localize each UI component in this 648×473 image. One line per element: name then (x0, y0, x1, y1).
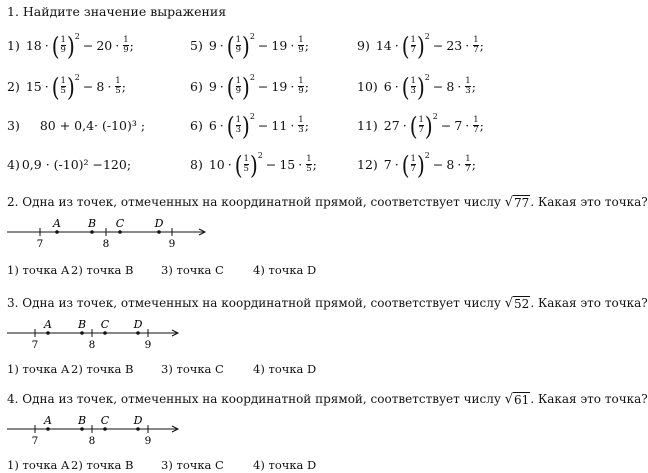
numerator: 1 (115, 76, 121, 86)
expression-item (7, 30, 134, 61)
multiply-sign: · (402, 118, 407, 133)
number-line (0, 215, 220, 249)
denominator: 5 (243, 164, 249, 174)
exponent: 2 (249, 32, 255, 41)
denominator: 9 (298, 86, 304, 96)
multiply-sign: · (219, 38, 224, 53)
exponent: 2 (74, 32, 80, 41)
multiply-sign: · (219, 118, 224, 133)
numerator: 1 (465, 76, 471, 86)
radicand: 61 (514, 393, 530, 407)
task1-title: 1. Найдите значение выражения (7, 4, 227, 19)
numerator: 1 (243, 154, 249, 164)
fraction (465, 77, 470, 96)
numerator: 1 (410, 154, 416, 164)
right-paren: ) (249, 149, 258, 180)
exponent: 2 (424, 32, 430, 41)
point-marker (80, 427, 84, 431)
radical-sign: √ (504, 195, 514, 210)
denominator: 9 (235, 45, 242, 55)
denominator: 3 (235, 125, 242, 135)
point-label: A (44, 318, 52, 331)
left-paren: ( (401, 71, 410, 102)
point-label: C (100, 318, 110, 331)
coefficient: 6 (208, 118, 217, 133)
multiply-sign: · (394, 38, 399, 53)
square-root (505, 392, 531, 407)
numerator: 1 (298, 115, 304, 125)
numerator: 1 (60, 35, 66, 45)
exponent: 2 (74, 73, 80, 82)
denominator: 7 (418, 125, 424, 135)
numerator: 1 (410, 76, 416, 86)
point-label: C (100, 414, 110, 427)
answer-option[interactable]: 2) точка B (71, 458, 134, 472)
question-text (7, 195, 648, 210)
question-text-before: 4. Одна из точек, отмеченных на координатной прямой, соответствует числу (7, 392, 505, 406)
multiply-sign: · (394, 79, 399, 94)
multiply-sign: · (44, 38, 49, 53)
multiply-sign: · (227, 157, 232, 172)
expression-number: 4) (7, 157, 20, 172)
tick-label: 8 (102, 238, 110, 250)
left-paren: ( (51, 71, 60, 102)
expression-item (190, 110, 309, 141)
denominator: 9 (60, 45, 66, 55)
fraction (244, 155, 249, 174)
left-paren: ( (401, 30, 410, 61)
radicand: 77 (514, 196, 530, 210)
coefficient: 9 (208, 79, 217, 94)
answer-option[interactable]: 2) точка B (71, 263, 134, 277)
coefficient: 6 (383, 79, 392, 94)
left-paren: ( (234, 149, 243, 180)
point-marker (55, 230, 59, 234)
answer-option[interactable]: 4) точка D (253, 263, 317, 277)
coefficient: 15 (279, 157, 296, 172)
expression-number: 10) (357, 79, 378, 94)
minus-sign: − (257, 38, 269, 53)
fraction (298, 36, 303, 55)
point-label: A (44, 414, 52, 427)
denominator: 5 (60, 86, 66, 96)
coefficient: 8 (446, 79, 455, 94)
point-label: D (133, 318, 143, 331)
point-label: D (154, 217, 164, 230)
point-marker (46, 331, 50, 335)
left-paren: ( (401, 149, 410, 180)
exponent: 2 (424, 151, 430, 160)
semicolon: ; (121, 79, 126, 94)
multiply-sign: · (44, 79, 49, 94)
coefficient: 19 (271, 79, 288, 94)
fraction (411, 36, 416, 55)
answer-option[interactable]: 3) точка C (161, 263, 224, 277)
expression-text: 80 + 0,4· (-10)³ ; (39, 118, 146, 133)
expression-number: 12) (357, 157, 378, 172)
fraction (236, 36, 241, 55)
expression-4 (7, 157, 131, 172)
point-label: D (133, 414, 143, 427)
coefficient: 10 (208, 157, 225, 172)
point-label: A (53, 217, 61, 230)
coefficient: 14 (375, 38, 392, 53)
expression-number: 2) (7, 79, 20, 94)
multiply-sign: · (465, 38, 470, 53)
answer-option[interactable]: 3) точка C (161, 458, 224, 472)
coefficient: 18 (25, 38, 42, 53)
coefficient: 8 (96, 79, 105, 94)
left-paren: ( (226, 71, 235, 102)
point-marker (80, 331, 84, 335)
denominator: 3 (410, 86, 416, 96)
minus-sign: − (265, 157, 277, 172)
denominator: 7 (473, 45, 479, 55)
question-text-after: . Какая это точка? (530, 392, 648, 406)
multiply-sign: · (457, 79, 462, 94)
expression-number: 6) (190, 79, 203, 94)
coefficient: 23 (446, 38, 463, 53)
expression-number: 8) (190, 157, 203, 172)
answer-option[interactable]: 4) точка D (253, 362, 317, 376)
right-paren: ) (66, 71, 75, 102)
fraction (298, 116, 303, 135)
tick-label: 9 (144, 339, 152, 351)
exponent: 2 (249, 73, 255, 82)
numerator: 1 (410, 35, 416, 45)
expression-text: 0,9 · (-10)² −120; (21, 157, 132, 172)
expression-item (357, 71, 476, 102)
right-paren: ) (416, 30, 425, 61)
expression-item (7, 71, 126, 102)
right-paren: ) (242, 71, 250, 102)
answer-option[interactable]: 1) точка A (7, 362, 70, 376)
right-paren: ) (242, 30, 250, 61)
exponent: 2 (257, 151, 263, 160)
fraction (465, 155, 470, 174)
tick-label: 9 (144, 435, 152, 447)
denominator: 9 (235, 86, 242, 96)
minus-sign: − (432, 38, 444, 53)
answer-option[interactable]: 4) точка D (253, 458, 317, 472)
numerator: 1 (298, 76, 304, 86)
numerator: 1 (473, 115, 479, 125)
denominator: 7 (473, 125, 479, 135)
tick-label: 7 (31, 435, 39, 447)
denominator: 7 (410, 164, 416, 174)
question-text (7, 392, 648, 407)
point-marker (136, 331, 140, 335)
coefficient: 8 (446, 157, 455, 172)
expression-item (357, 149, 476, 180)
numerator: 1 (235, 76, 242, 86)
fraction (236, 77, 241, 96)
expression-number: 3) (7, 118, 20, 133)
answer-option[interactable]: 1) точка A (7, 263, 70, 277)
semicolon: ; (312, 157, 317, 172)
denominator: 5 (115, 86, 121, 96)
point-marker (46, 427, 50, 431)
number-line (0, 412, 220, 446)
exponent: 2 (424, 73, 430, 82)
multiply-sign: · (298, 157, 303, 172)
point-label: C (115, 217, 125, 230)
point-label: B (87, 217, 97, 230)
multiply-sign: · (219, 79, 224, 94)
semicolon: ; (479, 38, 484, 53)
fraction (411, 77, 416, 96)
coefficient: 19 (271, 38, 288, 53)
number-line (0, 316, 220, 350)
answer-option[interactable]: 2) точка B (71, 362, 134, 376)
expression-item (357, 110, 484, 141)
numerator: 1 (60, 76, 66, 86)
denominator: 3 (465, 86, 471, 96)
expression-number: 9) (357, 38, 370, 53)
exponent: 2 (432, 112, 438, 121)
coefficient: 9 (208, 38, 217, 53)
coefficient: 7 (383, 157, 392, 172)
fraction (123, 36, 128, 55)
right-paren: ) (424, 110, 433, 141)
minus-sign: − (432, 157, 444, 172)
denominator: 5 (306, 164, 312, 174)
expression-item (190, 71, 309, 102)
right-paren: ) (242, 110, 250, 141)
fraction (61, 36, 66, 55)
left-paren: ( (51, 30, 60, 61)
semicolon: ; (304, 118, 309, 133)
numerator: 1 (473, 35, 479, 45)
point-marker (103, 427, 107, 431)
minus-sign: − (432, 79, 444, 94)
numerator: 1 (465, 154, 471, 164)
right-paren: ) (416, 149, 425, 180)
multiply-sign: · (290, 79, 295, 94)
question-text (7, 296, 648, 311)
coefficient: 7 (454, 118, 463, 133)
expression-number: 6) (190, 118, 203, 133)
fraction (306, 155, 311, 174)
multiply-sign: · (465, 118, 470, 133)
semicolon: ; (129, 38, 134, 53)
tick-label: 9 (168, 238, 176, 250)
right-paren: ) (416, 71, 425, 102)
denominator: 9 (123, 45, 129, 55)
point-label: B (77, 414, 87, 427)
point-marker (136, 427, 140, 431)
point-marker (118, 230, 122, 234)
minus-sign: − (440, 118, 452, 133)
tick-label: 7 (36, 238, 44, 250)
right-paren: ) (66, 30, 75, 61)
question-text-after: . Какая это точка? (530, 296, 648, 310)
point-marker (103, 331, 107, 335)
numerator: 1 (235, 115, 242, 125)
minus-sign: − (82, 79, 94, 94)
tick-label: 8 (88, 435, 96, 447)
semicolon: ; (471, 79, 476, 94)
coefficient: 27 (383, 118, 400, 133)
multiply-sign: · (394, 157, 399, 172)
expression-item (190, 30, 309, 61)
multiply-sign: · (290, 118, 295, 133)
fraction (61, 77, 66, 96)
tick-label: 7 (31, 339, 39, 351)
multiply-sign: · (290, 38, 295, 53)
expression-number: 5) (190, 38, 203, 53)
fraction (473, 116, 478, 135)
expression-item (190, 149, 317, 180)
semicolon: ; (304, 38, 309, 53)
left-paren: ( (409, 110, 418, 141)
exponent: 2 (249, 112, 255, 121)
semicolon: ; (479, 118, 484, 133)
left-paren: ( (226, 110, 235, 141)
tick-label: 8 (88, 339, 96, 351)
radicand: 52 (514, 297, 530, 311)
fraction (419, 116, 424, 135)
answer-option[interactable]: 1) точка A (7, 458, 70, 472)
denominator: 7 (410, 45, 416, 55)
semicolon: ; (471, 157, 476, 172)
point-marker (157, 230, 161, 234)
left-paren: ( (226, 30, 235, 61)
radical-sign: √ (504, 392, 514, 407)
multiply-sign: · (457, 157, 462, 172)
question-text-before: 3. Одна из точек, отмеченных на координатной прямой, соответствует числу (7, 296, 505, 310)
question-text-before: 2. Одна из точек, отмеченных на координатной прямой, соответствует числу (7, 195, 505, 209)
square-root (505, 195, 531, 210)
semicolon: ; (304, 79, 309, 94)
expression-number: 11) (357, 118, 378, 133)
answer-option[interactable]: 3) точка C (161, 362, 224, 376)
numerator: 1 (123, 35, 129, 45)
denominator: 7 (465, 164, 471, 174)
denominator: 9 (298, 45, 304, 55)
fraction (298, 77, 303, 96)
coefficient: 15 (25, 79, 42, 94)
minus-sign: − (257, 79, 269, 94)
numerator: 1 (306, 154, 312, 164)
fraction (236, 116, 241, 135)
fraction (411, 155, 416, 174)
square-root (505, 296, 531, 311)
multiply-sign: · (107, 79, 112, 94)
multiply-sign: · (115, 38, 120, 53)
fraction (473, 36, 478, 55)
radical-sign: √ (504, 296, 514, 311)
expression-3 (7, 118, 145, 133)
expression-item (357, 30, 484, 61)
minus-sign: − (82, 38, 94, 53)
expression-number: 1) (7, 38, 20, 53)
numerator: 1 (298, 35, 304, 45)
minus-sign: − (257, 118, 269, 133)
numerator: 1 (418, 115, 424, 125)
point-marker (90, 230, 94, 234)
coefficient: 11 (271, 118, 288, 133)
numerator: 1 (235, 35, 242, 45)
question-text-after: . Какая это точка? (530, 195, 648, 209)
denominator: 3 (298, 125, 304, 135)
coefficient: 20 (96, 38, 113, 53)
fraction (115, 77, 120, 96)
point-label: B (77, 318, 87, 331)
